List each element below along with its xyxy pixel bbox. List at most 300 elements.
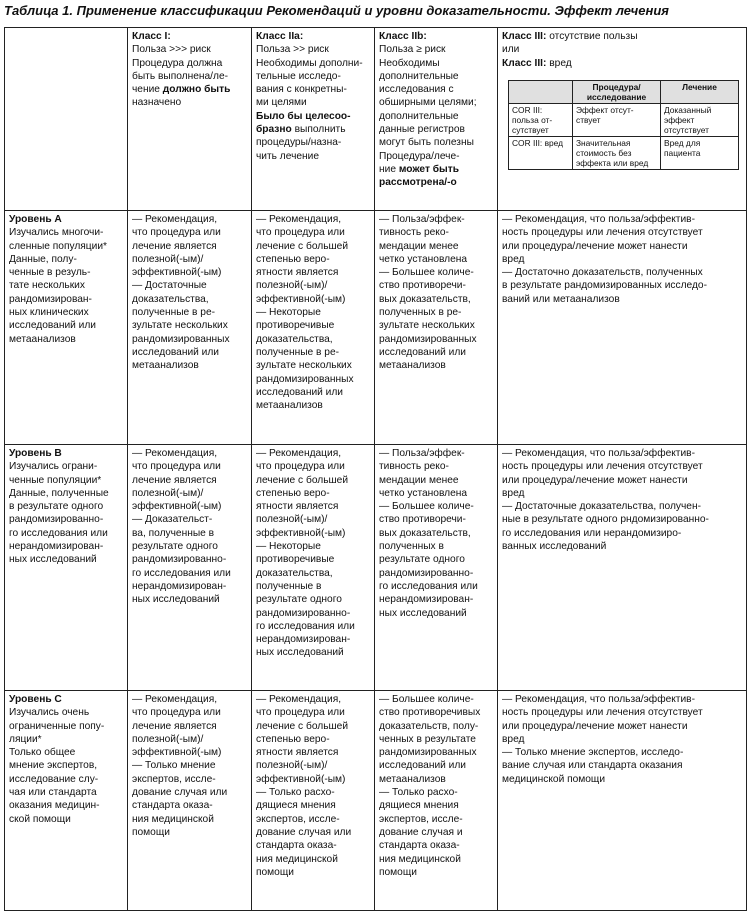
cell-line — [256, 110, 370, 123]
cell-line — [256, 399, 370, 412]
cell-line — [379, 693, 493, 706]
cell-text-line: дование случая или — [256, 826, 352, 838]
cell-text-line: полученных в — [379, 541, 444, 553]
cell-line — [379, 540, 493, 553]
cell-text-line: ми целями — [256, 97, 307, 109]
cell-line — [132, 693, 247, 706]
cell-text-line: оказания медицин- — [9, 800, 100, 812]
level-a-class-3 — [498, 211, 747, 445]
cell-text-line: Необходимы дополни- — [256, 57, 363, 69]
level-a-cell — [5, 211, 128, 445]
cell-text-line: ваний или метаанализов — [502, 293, 620, 305]
cell-line — [379, 240, 493, 253]
cell-text-line: ных исследований — [9, 554, 97, 566]
cell-text-line: нерандомизирован- — [132, 580, 227, 592]
header-class-3 — [498, 28, 747, 211]
cell-line — [379, 163, 493, 176]
cell-line — [379, 57, 493, 70]
cell-line — [256, 553, 370, 566]
cell-text-line: доказательства, — [132, 293, 209, 305]
header-class-2a — [252, 28, 375, 211]
cell-text-line: Необходимы — [379, 57, 440, 69]
cell-line — [256, 253, 370, 266]
cell-line — [132, 720, 247, 733]
cell-text-line: рандомизированных — [132, 333, 230, 345]
cell-line — [9, 773, 123, 786]
cell-text-line: метаанализов — [379, 773, 446, 785]
cell-text-line: ятности является — [256, 501, 339, 513]
cell-text-line: эффективной(-ым) — [256, 773, 346, 785]
cell-line — [502, 279, 742, 292]
cell-line — [9, 306, 123, 319]
cell-line — [379, 266, 493, 279]
cell-text-line: Польза ≥ риск — [379, 44, 446, 56]
mini-col-treatment: Лечение — [661, 80, 739, 103]
cell-line — [256, 123, 370, 136]
cell-text-line: лечение является — [132, 240, 217, 252]
cell-text-line: полученные в ре- — [132, 307, 216, 319]
cell-line — [256, 319, 370, 332]
cell-text-line: Уровень A — [9, 214, 62, 225]
level-c-cell — [5, 691, 128, 911]
cell-text-line: результате одного — [132, 541, 218, 553]
mini-row2-label: COR III: вред — [509, 136, 573, 169]
cell-line — [379, 500, 493, 513]
cell-text-line: метаанализов — [256, 400, 323, 412]
cell-line — [256, 279, 370, 292]
level-b-cell — [5, 445, 128, 691]
cell-line — [256, 306, 370, 319]
cell-line — [379, 110, 493, 123]
cell-text-line: дование случая или — [132, 787, 228, 799]
cell-line — [379, 839, 493, 852]
cell-text-line: полезной(-ым)/ — [256, 280, 328, 292]
cell-line — [502, 706, 742, 719]
cell-line — [256, 447, 370, 460]
cell-text-line: Было бы целесоо- — [256, 110, 351, 122]
cell-text-line: го исследования или — [256, 620, 355, 632]
cell-text-line: назначено — [132, 97, 182, 109]
cell-line — [132, 460, 247, 473]
cell-line — [256, 733, 370, 746]
cell-line — [379, 136, 493, 149]
cell-line — [379, 176, 493, 189]
cell-line — [379, 733, 493, 746]
cell-text-line: Класс IIa: — [256, 31, 304, 42]
mini-row1-procedure: Эффект отсут-ствует — [573, 103, 661, 136]
cell-text-line: сленные популяции* — [9, 240, 107, 252]
cell-text-line: мнение экспертов, — [9, 760, 98, 772]
cell-text-line: Изучались ограни- — [9, 461, 98, 473]
cell-line — [256, 839, 370, 852]
cell-line — [256, 213, 370, 226]
cell-text-line: рандомизированно- — [256, 607, 351, 619]
cell-text-line: рандомизированно- — [132, 554, 227, 566]
cell-line — [502, 293, 742, 306]
cell-line — [256, 759, 370, 772]
cell-text-line: Уровень C — [9, 694, 62, 705]
cell-line — [132, 266, 247, 279]
cell-line — [502, 474, 742, 487]
cell-line — [9, 213, 123, 226]
cell-text-line: исследований или — [256, 386, 344, 398]
cell-text-line: — Только мнение экспертов, исследо- — [502, 747, 684, 759]
cell-line — [132, 553, 247, 566]
cell-text-line: Уровень B — [9, 448, 62, 459]
cell-text-line: вание случая или стандарта оказания — [502, 760, 683, 772]
cell-line — [9, 786, 123, 799]
cell-text-line: — Рекомендация, что польза/эффектив- — [502, 694, 695, 705]
cell-line — [379, 253, 493, 266]
cell-text-line: ченных в результате — [379, 733, 476, 745]
cell-text-line: ние — [379, 163, 399, 175]
cell-text-line: ченные в резуль- — [9, 267, 91, 279]
cell-line — [132, 706, 247, 719]
recommendation-table — [4, 27, 747, 911]
cell-text-line: — Рекомендация, что польза/эффектив- — [502, 448, 695, 459]
cell-text-line: чить лечение — [256, 150, 320, 162]
cell-text-line: степенью веро- — [256, 733, 330, 745]
cell-line — [502, 746, 742, 759]
cell-line — [256, 266, 370, 279]
cell-line — [502, 266, 742, 279]
class3-label-2: Класс III: — [502, 57, 547, 69]
cell-line — [379, 773, 493, 786]
class3-label-1: Класс III: — [502, 31, 547, 42]
cell-line — [256, 580, 370, 593]
cell-line — [132, 474, 247, 487]
cell-text-line: четко установлена — [379, 253, 468, 265]
level-b-row — [5, 445, 747, 691]
cell-text-line: результате одного — [256, 594, 342, 606]
cell-line — [132, 57, 247, 70]
cell-line — [502, 693, 742, 706]
cell-text-line: Изучались очень — [9, 707, 90, 719]
cell-line — [9, 319, 123, 332]
cell-text-line: рандомизирован- — [9, 293, 92, 305]
cell-text-line: го исследования или — [132, 567, 231, 579]
cell-text-line: ния медицинской — [132, 813, 214, 825]
cell-text-line: го исследования или — [9, 527, 108, 539]
cell-text-line: рандомизированно- — [379, 567, 474, 579]
cell-line — [256, 540, 370, 553]
cell-line — [256, 386, 370, 399]
cell-line — [379, 460, 493, 473]
cell-line — [379, 474, 493, 487]
cell-line — [132, 346, 247, 359]
cell-text-line: исследований или — [379, 760, 467, 772]
cell-text-line: данные регистров — [379, 124, 465, 136]
table-title: Таблица 1. Применение классификации Рекомендаций и уровни доказательности. Эффект лечения — [4, 3, 669, 18]
cell-line — [132, 487, 247, 500]
cell-line — [132, 359, 247, 372]
cell-line — [132, 513, 247, 526]
cell-line — [9, 474, 123, 487]
cell-text-line: метаанализов — [9, 333, 76, 345]
cell-text-line: дополнительные — [379, 110, 459, 122]
cell-text-line: стандарта оказа- — [132, 800, 213, 812]
cell-text-line: дование случая и — [379, 826, 463, 838]
cell-line — [132, 447, 247, 460]
cell-text-line: степенью веро- — [256, 253, 330, 265]
cell-line — [379, 866, 493, 879]
cell-line — [379, 333, 493, 346]
cell-text-line: могут быть полезны — [379, 137, 474, 149]
cell-line — [379, 607, 493, 620]
cell-text-line: — Рекомендация, — [132, 448, 218, 459]
cell-text-line: ных исследований — [132, 594, 220, 606]
cell-line — [502, 226, 742, 239]
level-b-class-3 — [498, 445, 747, 691]
cell-text-line: — Достаточные доказательства, получен- — [502, 501, 701, 513]
cell-line — [132, 83, 247, 96]
level-b-class-1 — [128, 445, 252, 691]
class3-mini-table — [508, 80, 739, 170]
cell-line — [9, 720, 123, 733]
cell-text-line: ство противоречи- — [379, 280, 466, 292]
cell-line — [379, 96, 493, 109]
cell-text-line: ляции* — [9, 733, 42, 745]
cell-text-line: — Только расхо- — [256, 787, 335, 799]
cell-line — [256, 567, 370, 580]
cell-text-line: экспертов, иссле- — [379, 813, 463, 825]
cell-line — [132, 43, 247, 56]
cell-text-line: метаанализов — [132, 360, 199, 372]
cell-line — [256, 786, 370, 799]
cell-text-line: бразно — [256, 124, 292, 136]
cell-text-line: должно быть — [162, 84, 231, 96]
cell-text-line: медицинской помощи — [502, 773, 606, 785]
cell-line — [379, 70, 493, 83]
class3-text-1: отсутствие пользы — [546, 31, 638, 42]
cell-text-line: — Большее количе- — [379, 267, 474, 279]
cell-text-line: полезной(-ым)/ — [132, 733, 204, 745]
cell-text-line: — Рекомендация, — [132, 694, 218, 705]
cell-text-line: обширными целями; — [379, 97, 477, 109]
cell-text-line: что процедура или — [132, 461, 221, 473]
cell-line — [256, 593, 370, 606]
cell-text-line: лечение является — [132, 720, 217, 732]
mini-col-procedure: Процедура/ исследование — [573, 80, 661, 103]
cell-text-line: или процедура/лечение может нанести — [502, 240, 688, 252]
cell-line — [379, 720, 493, 733]
cell-line — [9, 293, 123, 306]
cell-line — [256, 460, 370, 473]
cell-text-line: полезной(-ым)/ — [256, 760, 328, 772]
cell-text-line: — Большее количе- — [379, 501, 474, 513]
cell-text-line: Польза >>> риск — [132, 44, 211, 56]
cell-line — [9, 706, 123, 719]
cell-line — [256, 693, 370, 706]
cell-line — [256, 500, 370, 513]
cell-line — [256, 293, 370, 306]
level-c-class-2a — [252, 691, 375, 911]
cell-line — [132, 746, 247, 759]
header-empty-cell — [5, 28, 128, 211]
cell-text-line: ность процедуры или лечения отсутствует — [502, 707, 703, 719]
cell-text-line: вых доказательств, — [379, 293, 471, 305]
cell-text-line: мендации менее — [379, 240, 459, 252]
cell-line — [379, 213, 493, 226]
cell-line — [256, 150, 370, 163]
cell-text-line: метаанализов — [379, 360, 446, 372]
cell-line — [502, 213, 742, 226]
cell-line — [132, 733, 247, 746]
cell-text-line: быть выполнена/ле- — [132, 70, 229, 82]
cell-text-line: вред — [502, 487, 525, 499]
cell-line — [379, 746, 493, 759]
cell-line — [9, 500, 123, 513]
cell-line — [502, 540, 742, 553]
cell-line — [9, 253, 123, 266]
cell-text-line: Польза >> риск — [256, 44, 329, 56]
cell-text-line: ство противоречи- — [379, 514, 466, 526]
cell-text-line: степенью веро- — [256, 487, 330, 499]
cell-text-line: исследований или — [132, 346, 220, 358]
class3-text-2: вред — [546, 57, 572, 69]
cell-text-line: ность процедуры или лечения отсутствует — [502, 227, 703, 239]
level-a-class-2b — [375, 211, 498, 445]
cell-line — [379, 813, 493, 826]
cell-line — [132, 567, 247, 580]
cell-text-line: в результате одного — [9, 501, 104, 513]
cell-text-line: — Только расхо- — [379, 787, 458, 799]
cell-text-line: го исследования или — [379, 580, 478, 592]
cell-text-line: ятности является — [256, 747, 339, 759]
cell-text-line: что процедура или — [256, 707, 345, 719]
cell-text-line: — Только мнение — [132, 760, 216, 772]
cell-text-line: ство противоречивых — [379, 707, 481, 719]
cell-text-line: стандарта оказа- — [379, 840, 460, 852]
cell-line — [132, 70, 247, 83]
cell-line — [379, 853, 493, 866]
cell-line — [256, 43, 370, 56]
cell-line — [256, 853, 370, 866]
cell-line — [9, 553, 123, 566]
cell-line — [132, 293, 247, 306]
cell-line — [256, 57, 370, 70]
cell-text-line: исследования с — [379, 84, 454, 96]
cell-line — [379, 593, 493, 606]
cell-line — [379, 447, 493, 460]
cell-text-line: в результате рандомизированных исследо- — [502, 280, 707, 292]
cell-line — [502, 773, 742, 786]
cell-line — [256, 813, 370, 826]
cell-text-line: — Большее количе- — [379, 694, 474, 705]
cell-text-line: что процедура или — [256, 461, 345, 473]
cell-line — [132, 813, 247, 826]
cell-line — [379, 527, 493, 540]
cell-text-line: зультате нескольких — [256, 360, 352, 372]
cell-line — [9, 540, 123, 553]
cell-line — [379, 346, 493, 359]
cell-line — [379, 487, 493, 500]
cell-line — [502, 527, 742, 540]
cell-line — [132, 319, 247, 332]
cell-text-line: экспертов, иссле- — [132, 773, 216, 785]
cell-text-line: полезной(-ым)/ — [256, 514, 328, 526]
cell-line — [502, 513, 742, 526]
cell-text-line: чение — [132, 84, 163, 96]
cell-line — [132, 279, 247, 292]
cell-line — [132, 527, 247, 540]
cell-text-line: Только общее — [9, 747, 76, 759]
cell-line — [132, 500, 247, 513]
cell-text-line: ятности является — [256, 267, 339, 279]
cell-text-line: рандомизированных — [379, 747, 477, 759]
cell-line — [502, 447, 742, 460]
cell-line — [502, 733, 742, 746]
cell-line — [379, 43, 493, 56]
cell-text-line: рандомизированных — [256, 373, 354, 385]
cell-text-line: исследований или — [9, 320, 97, 332]
cell-line — [132, 213, 247, 226]
cell-text-line: — Рекомендация, — [256, 694, 342, 705]
cell-text-line: ность процедуры или лечения отсутствует — [502, 461, 703, 473]
cell-text-line: — Рекомендация, — [132, 214, 218, 225]
cell-line — [256, 527, 370, 540]
cell-text-line: Процедура должна — [132, 57, 223, 69]
cell-text-line: — Польза/эффек- — [379, 448, 465, 459]
cell-text-line: тивность реко- — [379, 227, 449, 239]
cell-text-line: вых доказательств, — [379, 527, 471, 539]
cell-line — [9, 279, 123, 292]
cell-line — [379, 279, 493, 292]
cell-line — [9, 693, 123, 706]
cell-text-line: эффективной(-ым) — [132, 501, 222, 513]
cell-line — [256, 474, 370, 487]
cell-line — [379, 706, 493, 719]
cell-line — [9, 266, 123, 279]
cell-line — [9, 447, 123, 460]
cell-text-line: доказательств, полу- — [379, 720, 479, 732]
cell-line — [9, 513, 123, 526]
cell-text-line: результате одного — [379, 554, 465, 566]
cell-text-line: помощи — [379, 866, 417, 878]
cell-line — [256, 30, 370, 43]
cell-text-line: ных исследований — [379, 607, 467, 619]
cell-line — [379, 580, 493, 593]
cell-line — [379, 553, 493, 566]
cell-line — [9, 487, 123, 500]
level-b-class-2a — [252, 445, 375, 691]
cell-text-line: мендации менее — [379, 474, 459, 486]
cell-text-line: лечение с большей — [256, 720, 349, 732]
cell-text-line: исследований или — [379, 346, 467, 358]
cell-line — [256, 633, 370, 646]
cell-line — [379, 30, 493, 43]
level-c-class-1 — [128, 691, 252, 911]
cell-text-line: Изучались многочи- — [9, 227, 104, 239]
cell-text-line: дящиеся мнения — [256, 800, 336, 812]
cell-text-line: эффективной(-ым) — [256, 293, 346, 305]
cell-text-line: вред — [502, 733, 525, 745]
mini-row2-procedure: Значительная стоимость без эффекта или вред — [573, 136, 661, 169]
cell-line — [256, 620, 370, 633]
cell-text-line: Класс I: — [132, 31, 171, 42]
cell-line — [256, 240, 370, 253]
cell-text-line: ных клинических — [9, 307, 89, 319]
cell-text-line: нерандомизирован- — [9, 541, 104, 553]
cell-line — [9, 759, 123, 772]
cell-text-line: лечение является — [132, 474, 217, 486]
cell-text-line: Процедура/лече- — [379, 150, 460, 162]
cell-text-line: процедуры/назна- — [256, 137, 342, 149]
cell-text-line: стандарта оказа- — [256, 840, 337, 852]
cell-text-line: ния медицинской — [379, 853, 461, 865]
mini-row1-treatment: Доказанный эффект отсутствует — [661, 103, 739, 136]
cell-line — [132, 826, 247, 839]
